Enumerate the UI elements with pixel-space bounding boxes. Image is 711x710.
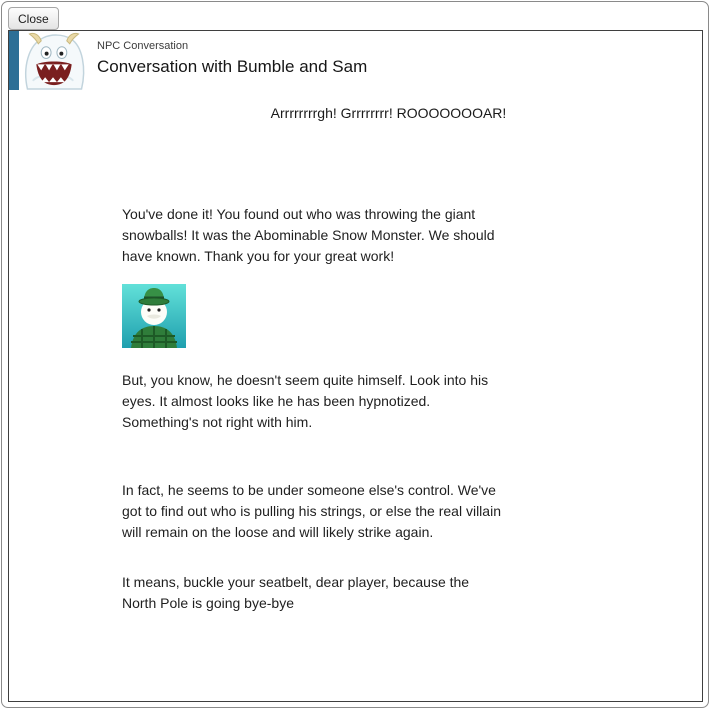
sam-message-3: In fact, he seems to be under someone else's control. We've got to find out who is pulling his strings, or else the real villain will remain on the loose and will likely strike again. [122,482,501,540]
window-kicker: NPC Conversation [97,40,189,52]
sam-message-1: You've done it! You found out who was throwing the giant snowballs! It was the Abominable Snow Monster. We should have known. Thank you for your great work! [122,206,495,264]
accent-stripe [9,31,19,90]
bumble-avatar-icon [19,31,89,90]
sam-message-2: But, you know, he doesn't seem quite himself. Look into his eyes. It almost looks like he has been hypnotized. Something's not right with him. [122,372,489,430]
close-button[interactable]: Close [8,7,59,30]
sam-message-4: It means, buckle your seatbelt, dear player, because the North Pole is going bye-bye [122,574,470,611]
bumble-roar-message: Arrrrrrrrgh! Grrrrrrrr! ROOOOOOOAR! [270,105,507,121]
conversation-header [9,31,702,90]
page-title: Conversation with Bumble and Sam [97,57,368,76]
header-titles [89,31,367,77]
npc-conversation-window [8,30,703,702]
sam-avatar-icon [122,284,186,348]
